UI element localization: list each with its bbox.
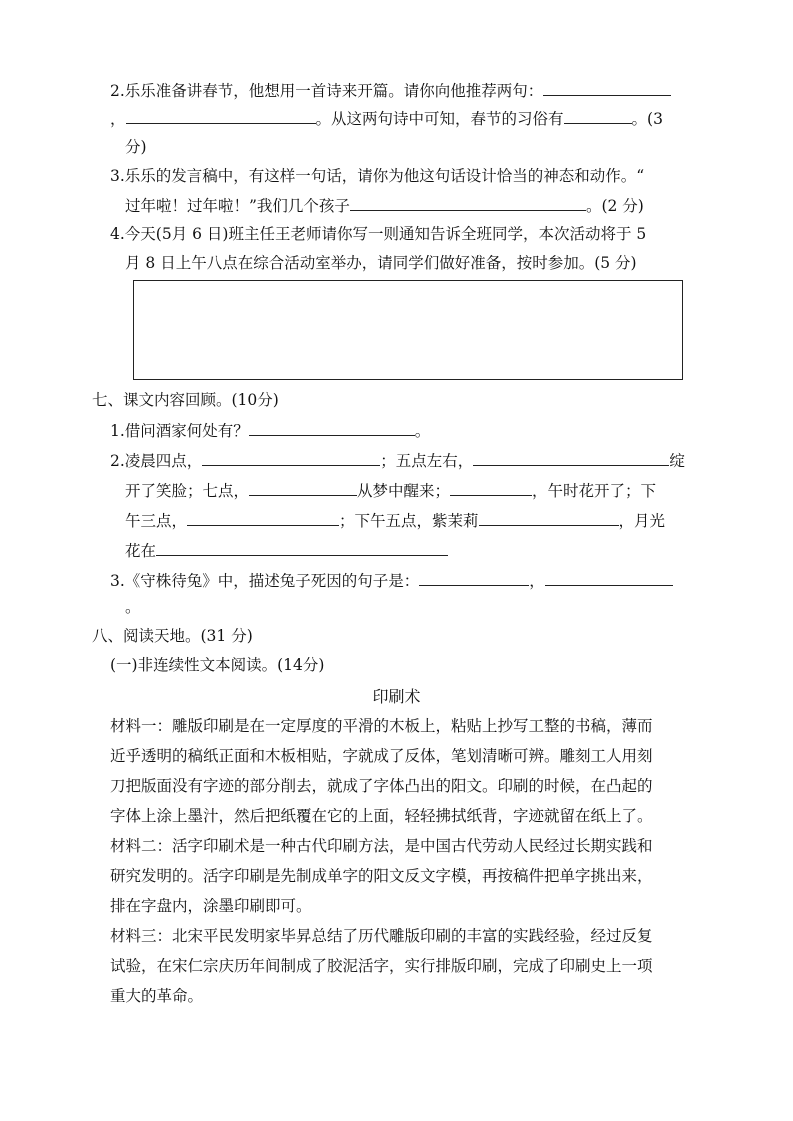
q7-item2-text: ；五点左右， [380, 452, 474, 470]
passage-line: 刀把版面没有字迹的部分削去，就成了字体凸出的阳文。印刷的时候，在凸起的 [110, 777, 653, 795]
q8-heading: 八、阅读天地。(31 分) [92, 627, 253, 645]
q7-item3-text: 3.《守株待兔》中，描述兔子死因的句子是： [110, 572, 420, 590]
q6-item3-text: 过年啦！过年啦！”我们几个孩子 [125, 197, 350, 215]
q7-item1 [110, 420, 430, 441]
answer-blank[interactable] [564, 108, 632, 124]
q6-item2-line2 [110, 108, 663, 129]
q6-item2-text: 2.乐乐准备讲春节，他想用一首诗来开篇。请你向他推荐两句： [110, 82, 544, 100]
q7-item3-line2: 。 [125, 598, 141, 616]
q7-item2-text: ；下午五点，紫茉莉 [339, 512, 479, 530]
passage-title: 印刷术 [372, 687, 421, 706]
passage-line: 字体上涂上墨汁，然后把纸覆在它的上面，轻轻拂拭纸背，字迹就留在纸上了。 [110, 807, 653, 825]
q6-item3-line1: 3.乐乐的发言稿中，有这样一句话，请你为他这句话设计恰当的神态和动作。“ [110, 167, 645, 185]
answer-blank[interactable] [479, 510, 619, 526]
q7-item2-text: 午三点， [125, 512, 188, 530]
answer-blank[interactable] [249, 480, 357, 496]
notice-writing-box[interactable] [133, 280, 683, 380]
passage-line: 材料二：活字印刷术是一种古代印刷方法，是中国古代劳动人民经过长期实践和 [110, 837, 653, 855]
q6-item4-line1: 4.今天(5月 6 日)班主任王老师请你写一则通知告诉全班同学，本次活动将于 5 [110, 225, 647, 243]
q6-item2-text: 。(3 [631, 110, 663, 128]
q7-item2-text: 开了笑脸；七点， [125, 482, 250, 500]
answer-blank[interactable] [450, 480, 532, 496]
answer-blank[interactable] [249, 420, 415, 436]
answer-blank[interactable] [350, 195, 586, 211]
passage-line: 排在字盘内，涂墨印刷即可。 [110, 897, 312, 915]
q7-item1-text: 。 [414, 422, 431, 440]
q7-item2-text: 从梦中醒来； [357, 482, 451, 500]
answer-blank[interactable] [126, 108, 316, 124]
q7-heading: 七、课文内容回顾。(10分) [92, 391, 279, 409]
answer-blank[interactable] [473, 450, 669, 466]
passage-line: 试验，在宋仁宗庆历年间制成了胶泥活字，实行排版印刷，完成了印刷史上一项 [110, 957, 653, 975]
q7-item2-line1 [110, 450, 685, 471]
q6-item2-line3: 分) [125, 138, 147, 156]
q6-item3-text: 。(2 分) [585, 197, 644, 215]
q6-item2-line1 [110, 80, 671, 101]
answer-blank[interactable] [202, 450, 380, 466]
q7-item2-line4 [125, 540, 448, 561]
q7-item3-text: ， [529, 572, 545, 590]
q7-item2-line3 [125, 510, 665, 531]
passage-line: 近乎透明的稿纸正面和木板相贴，字就成了反体，笔划清晰可辨。雕刻工人用刻 [110, 747, 653, 765]
q7-item2-text: ，午时花开了；下 [532, 482, 657, 500]
q7-item3-line1 [110, 570, 673, 591]
answer-blank[interactable] [543, 80, 671, 96]
answer-blank[interactable] [156, 540, 448, 556]
q6-item2-text: 。从这两句诗中可知，春节的习俗有 [315, 110, 564, 128]
passage-line: 材料三：北宋平民发明家毕昇总结了历代雕版印刷的丰富的实践经验，经过反复 [110, 927, 653, 945]
q7-item2-text: ，月光 [618, 512, 666, 530]
q7-item2-text: 2.凌晨四点， [110, 452, 203, 470]
answer-blank[interactable] [187, 510, 339, 526]
answer-blank[interactable] [545, 570, 673, 586]
q6-item2-text: ， [110, 110, 126, 128]
q7-item2-text: 绽 [669, 452, 685, 470]
passage-line: 研究发明的。活字印刷是先制成单字的阳文反文字模，再按稿件把单字挑出来， [110, 867, 653, 885]
answer-blank[interactable] [419, 570, 529, 586]
q7-item1-text: 1.借问酒家何处有？ [110, 422, 249, 440]
q6-item3-line2 [125, 195, 644, 216]
passage-line: 重大的革命。 [110, 987, 204, 1005]
q6-item4-line2: 月 8 日上午八点在综合活动室举办，请同学们做好准备，按时参加。(5 分) [125, 254, 637, 272]
q7-item2-line2 [125, 480, 656, 501]
q8-subheading: (一)非连续性文本阅读。(14分) [110, 656, 325, 674]
q7-item2-text: 花在 [125, 542, 157, 560]
passage-line: 材料一：雕版印刷是在一定厚度的平滑的木板上，粘贴上抄写工整的书稿，薄而 [110, 717, 653, 735]
